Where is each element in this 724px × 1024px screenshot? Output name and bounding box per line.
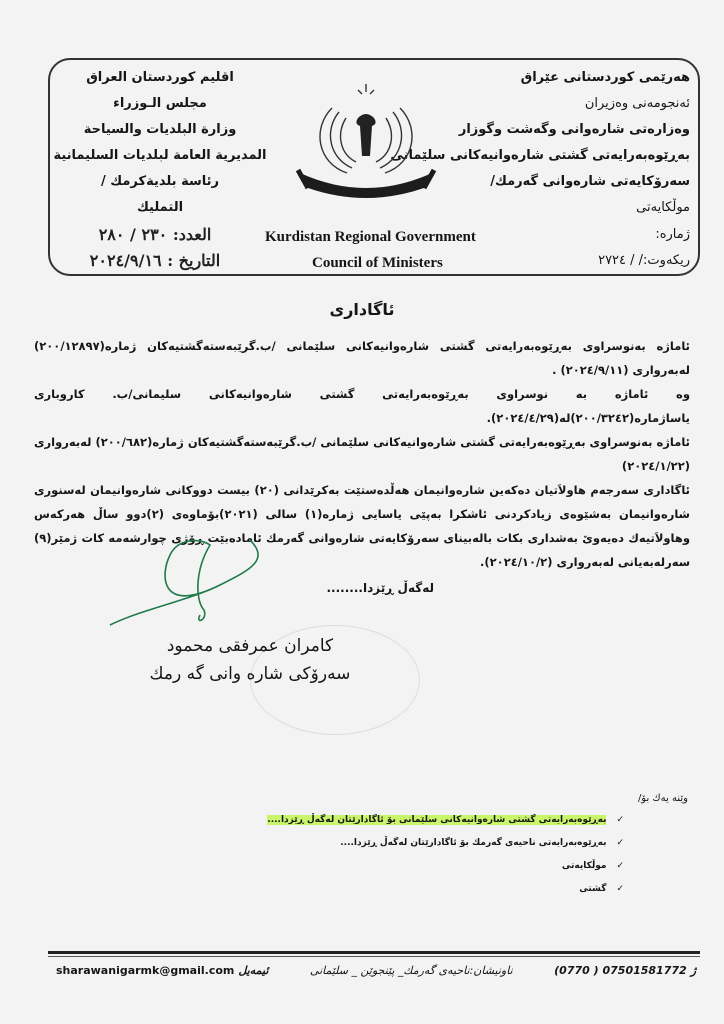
check-icon: ✓ xyxy=(616,861,624,871)
paragraph-1: ئاماژە بەنوسراوی بەڕێوەبەرایەتی گشتی شارەوانیەکانی سلێمانی /ب.گرێبەستەگشتیەکان ژمارە(٢٠٠/١٢٨٩٧) لەبەرواری (٢٠٢٤/٩/١١) . xyxy=(34,339,690,377)
cc-item: ✓موڵکایەتی xyxy=(561,861,624,871)
kr-line-1: هەرێمی کوردستانی عێراق xyxy=(520,70,690,85)
paragraph-4: ئاگاداری سەرجەم هاولاَتیان دەکەین شارەوانیمان هەڵدەستێت بەکرێدانی (٢٠) بیست دووکانی شارەوانیمان لەسنوری شارەوانیمان بەشێوەی زیادکردنی ئاشکرا بەپێی یاسایی ژمارە(١) سالی (٢٠٢١)بۆماوەی (٢)دوو ساڵ هەرکەس وهاولاَتیەك دەیەوێ بەشداری بکات بالەبینای سەرۆکایەتی شارەوانی گەرمك ئامادەبێت ڕۆژی چوارشەمە کات ژمێر(٩) سەرلەبەیانی لەبەرواری (٢٠٢٤/١٠/٢). xyxy=(34,483,691,569)
document-title: ئاگاداری xyxy=(329,300,395,319)
ar-line-1: اقليم كوردستان العراق xyxy=(86,70,234,85)
kr-line-2: ئەنجومەنی وەزیران xyxy=(584,96,690,111)
footer-phone-label: ژ xyxy=(690,964,696,977)
ar-line-4: المديرية العامة لبلديات السليمانية xyxy=(53,148,267,163)
kr-line-4: بەڕێوەبەرایەتی گشتی شارەوانیەکانی سلێمانی xyxy=(390,148,690,163)
ar-line-2: مجلس الـوزراء xyxy=(113,96,207,111)
footer-email-label: ئیمەیل xyxy=(238,964,269,977)
paragraph-2: وە ئاماژە بە نوسراوی بەڕێوەبەرایەتی گشتی شارەوانیەکانی سلیمانی/ب. کاروباری یاساژمارە(٢٠٠/٣٢٤٢)لە(٢٠٢٤/٤/٢٩). xyxy=(34,387,690,425)
check-icon: ✓ xyxy=(616,815,624,825)
kr-line-5: سەرۆکایەتی شارەوانی گەرمك/ xyxy=(490,174,690,189)
ar-date: التاريخ : ٢٠٢٤/٩/١٦ xyxy=(89,251,221,270)
cc-item: ✓بەڕێوەبەرایەتی گشتی شارەوانیەکانی سلێمانی بۆ ئاگادارێتان لەگەڵ ڕێزدا.... xyxy=(267,815,624,825)
cc-label: وێنە یەك بۆ/ xyxy=(637,793,688,804)
footer-divider-thin xyxy=(48,956,700,957)
kr-date-label: ریکەوت:/ / ٢٧٢٤ xyxy=(598,253,690,268)
cc-item: ✓گشتی xyxy=(579,884,624,894)
footer xyxy=(56,964,696,977)
signatory-title: سەرۆکی شاره وانی گه رمك xyxy=(149,664,351,684)
ar-number: العدد: ٢٣٠ / ٢٨٠ xyxy=(98,225,212,244)
footer-phone: (0770 ) 07501581772 xyxy=(554,964,687,977)
kr-line-3: وەزارەتی شارەوانی وگەشت وگوزار xyxy=(458,122,690,137)
ar-line-5: رئاسة بلديةكرمك / xyxy=(101,174,219,189)
ar-line-6: التمليك xyxy=(136,200,184,215)
paragraph-3: ئاماژە بەنوسراوی بەڕێوەبەرایەتی گشتی شارەوانیەکانی سلێمانی /ب.گرێبەستەگشتیەکان ژمارە(٢٠٠/٦٨٢) لەبەرواری (٢٠٢٤/١/٢٢) xyxy=(34,435,690,473)
kr-number-label: ژمارە: xyxy=(655,227,690,242)
signatory-name: کامران عمرفقی محمود xyxy=(166,636,334,656)
krg-emblem-icon xyxy=(292,78,440,198)
check-icon: ✓ xyxy=(616,884,624,894)
footer-address: ناونیشان:ناحیەی گەرمك_ پێنجوێن _ سلێمانی xyxy=(309,964,513,977)
english-title-1: Kurdistan Regional Government xyxy=(265,229,476,245)
closing-regards: لەگەڵ ڕێزدا........ xyxy=(326,581,434,595)
ar-line-3: وزارة البلديات والسياحة xyxy=(83,122,237,137)
cc-item: ✓بەڕێوەبەرایەتی ناحیەی گەرمك بۆ ئاگادارێتان لەگەڵ ڕێزدا.... xyxy=(340,838,624,848)
footer-divider xyxy=(48,951,700,954)
kr-line-6: موڵکایەتی xyxy=(636,200,690,215)
check-icon: ✓ xyxy=(616,838,624,848)
signature-icon xyxy=(100,530,330,640)
english-title-2: Council of Ministers xyxy=(312,255,443,271)
footer-email[interactable]: sharawanigarmk@gmail.com xyxy=(56,964,235,977)
